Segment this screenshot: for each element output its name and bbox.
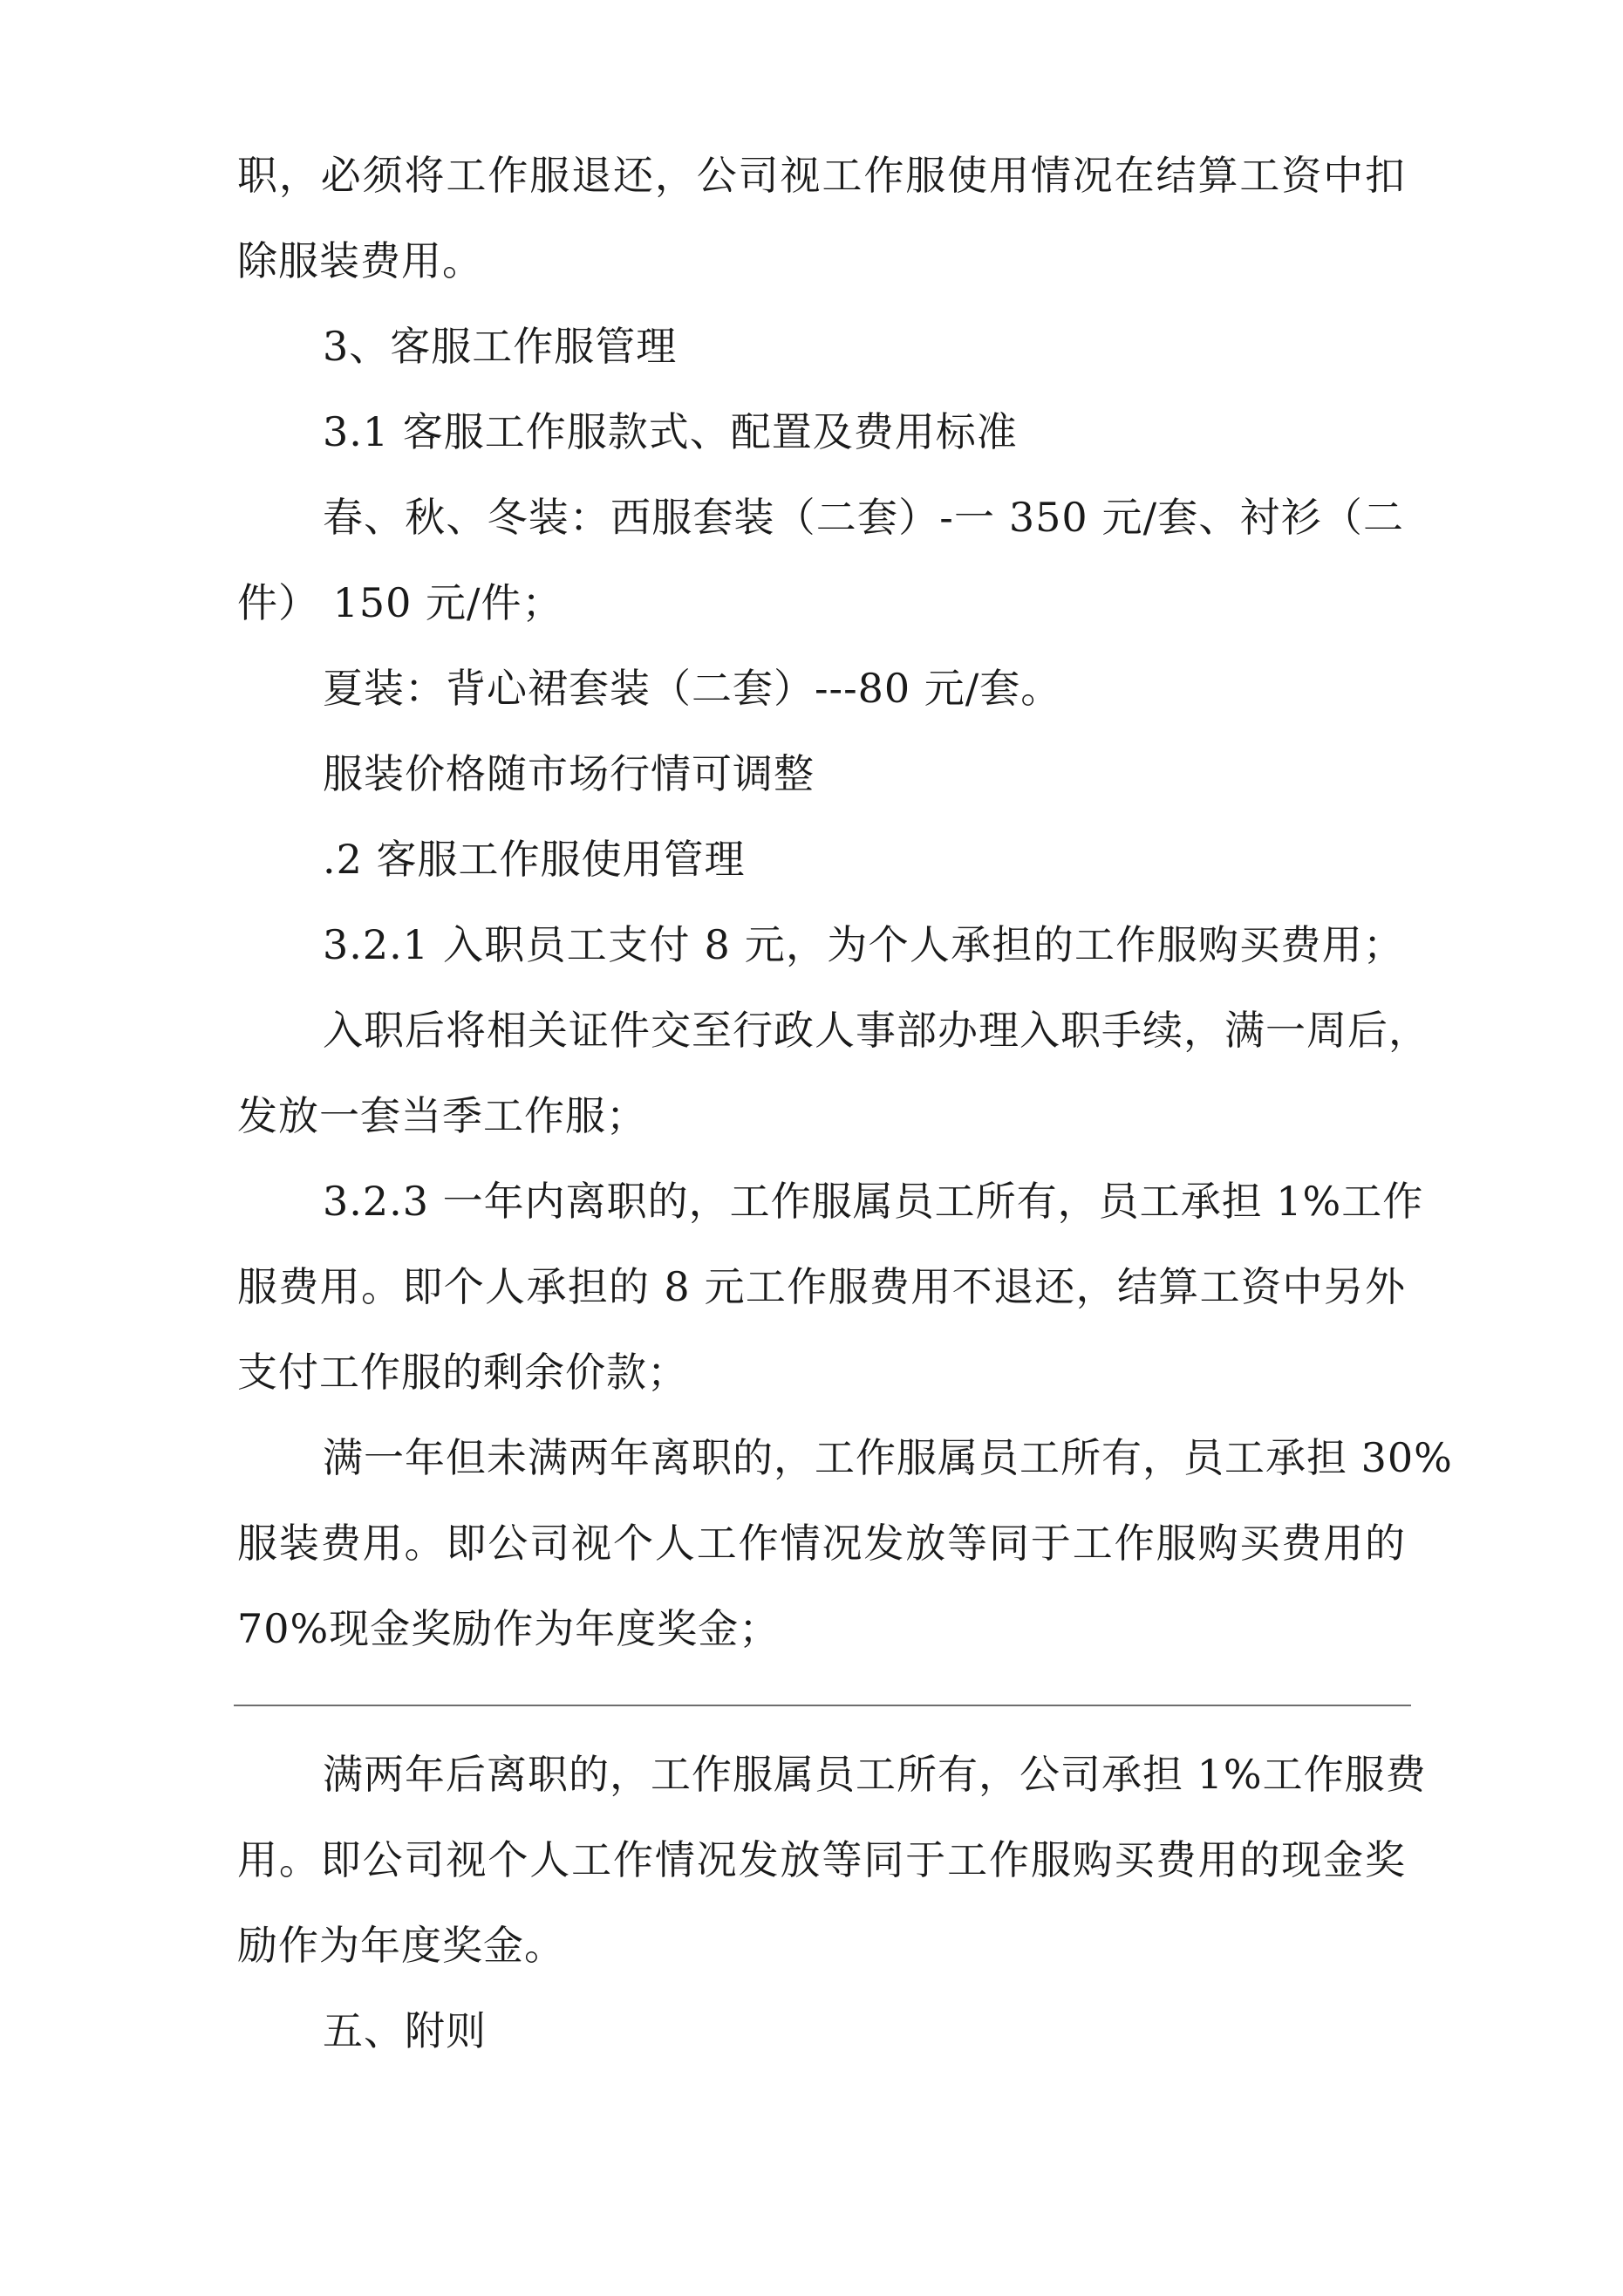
paragraph-line: 夏装：背心裙套装（二套）---80 元/套。 (323, 665, 1062, 712)
paragraph-line: 3.2.3 一年内离职的，工作服属员工所有，员工承担 1%工作 (323, 1178, 1424, 1225)
section-heading: 五、附则 (323, 2007, 487, 2054)
paragraph-line: 服装价格随市场行情可调整 (323, 750, 815, 797)
horizontal-divider (234, 1705, 1411, 1706)
paragraph-line: 70%现金奖励作为年度奖金； (237, 1605, 781, 1652)
paragraph-line: 入职后将相关证件交至行政人事部办理入职手续，满一周后， (323, 1007, 1429, 1054)
paragraph-line: 服装费用。即公司视个人工作情况发放等同于工作服购买费用的 (237, 1520, 1406, 1567)
paragraph-line: 除服装费用。 (237, 237, 483, 284)
paragraph-line: 支付工作服的剩余价款； (237, 1349, 688, 1396)
paragraph-line: 满一年但未满两年离职的，工作服属员工所有，员工承担 30% (323, 1434, 1453, 1481)
subsection-heading: .2 客服工作服使用管理 (323, 836, 746, 883)
paragraph-line: 服费用。即个人承担的 8 元工作服费用不退还，结算工资中另外 (237, 1263, 1406, 1310)
section-heading: 3、客服工作服管理 (323, 323, 678, 370)
paragraph-line: 发放一套当季工作服； (237, 1092, 647, 1139)
paragraph-line: 件） 150 元/件； (237, 579, 563, 626)
subsection-heading: 3.1 客服工作服款式、配置及费用标准 (323, 408, 1018, 455)
paragraph-line: 职，必须将工作服退还，公司视工作服使用情况在结算工资中扣 (237, 152, 1406, 199)
paragraph-line: 满两年后离职的，工作服属员工所有，公司承担 1%工作服费 (323, 1751, 1427, 1798)
paragraph-line: 用。即公司视个人工作情况发放等同于工作服购买费用的现金奖 (237, 1836, 1406, 1883)
paragraph-line: 3.2.1 入职员工支付 8 元，为个人承担的工作服购买费用； (323, 921, 1404, 968)
paragraph-line: 励作为年度奖金。 (237, 1922, 565, 1969)
paragraph-line: 春、秋、冬装：西服套装（二套）-一 350 元/套、衬衫（二 (323, 494, 1404, 541)
